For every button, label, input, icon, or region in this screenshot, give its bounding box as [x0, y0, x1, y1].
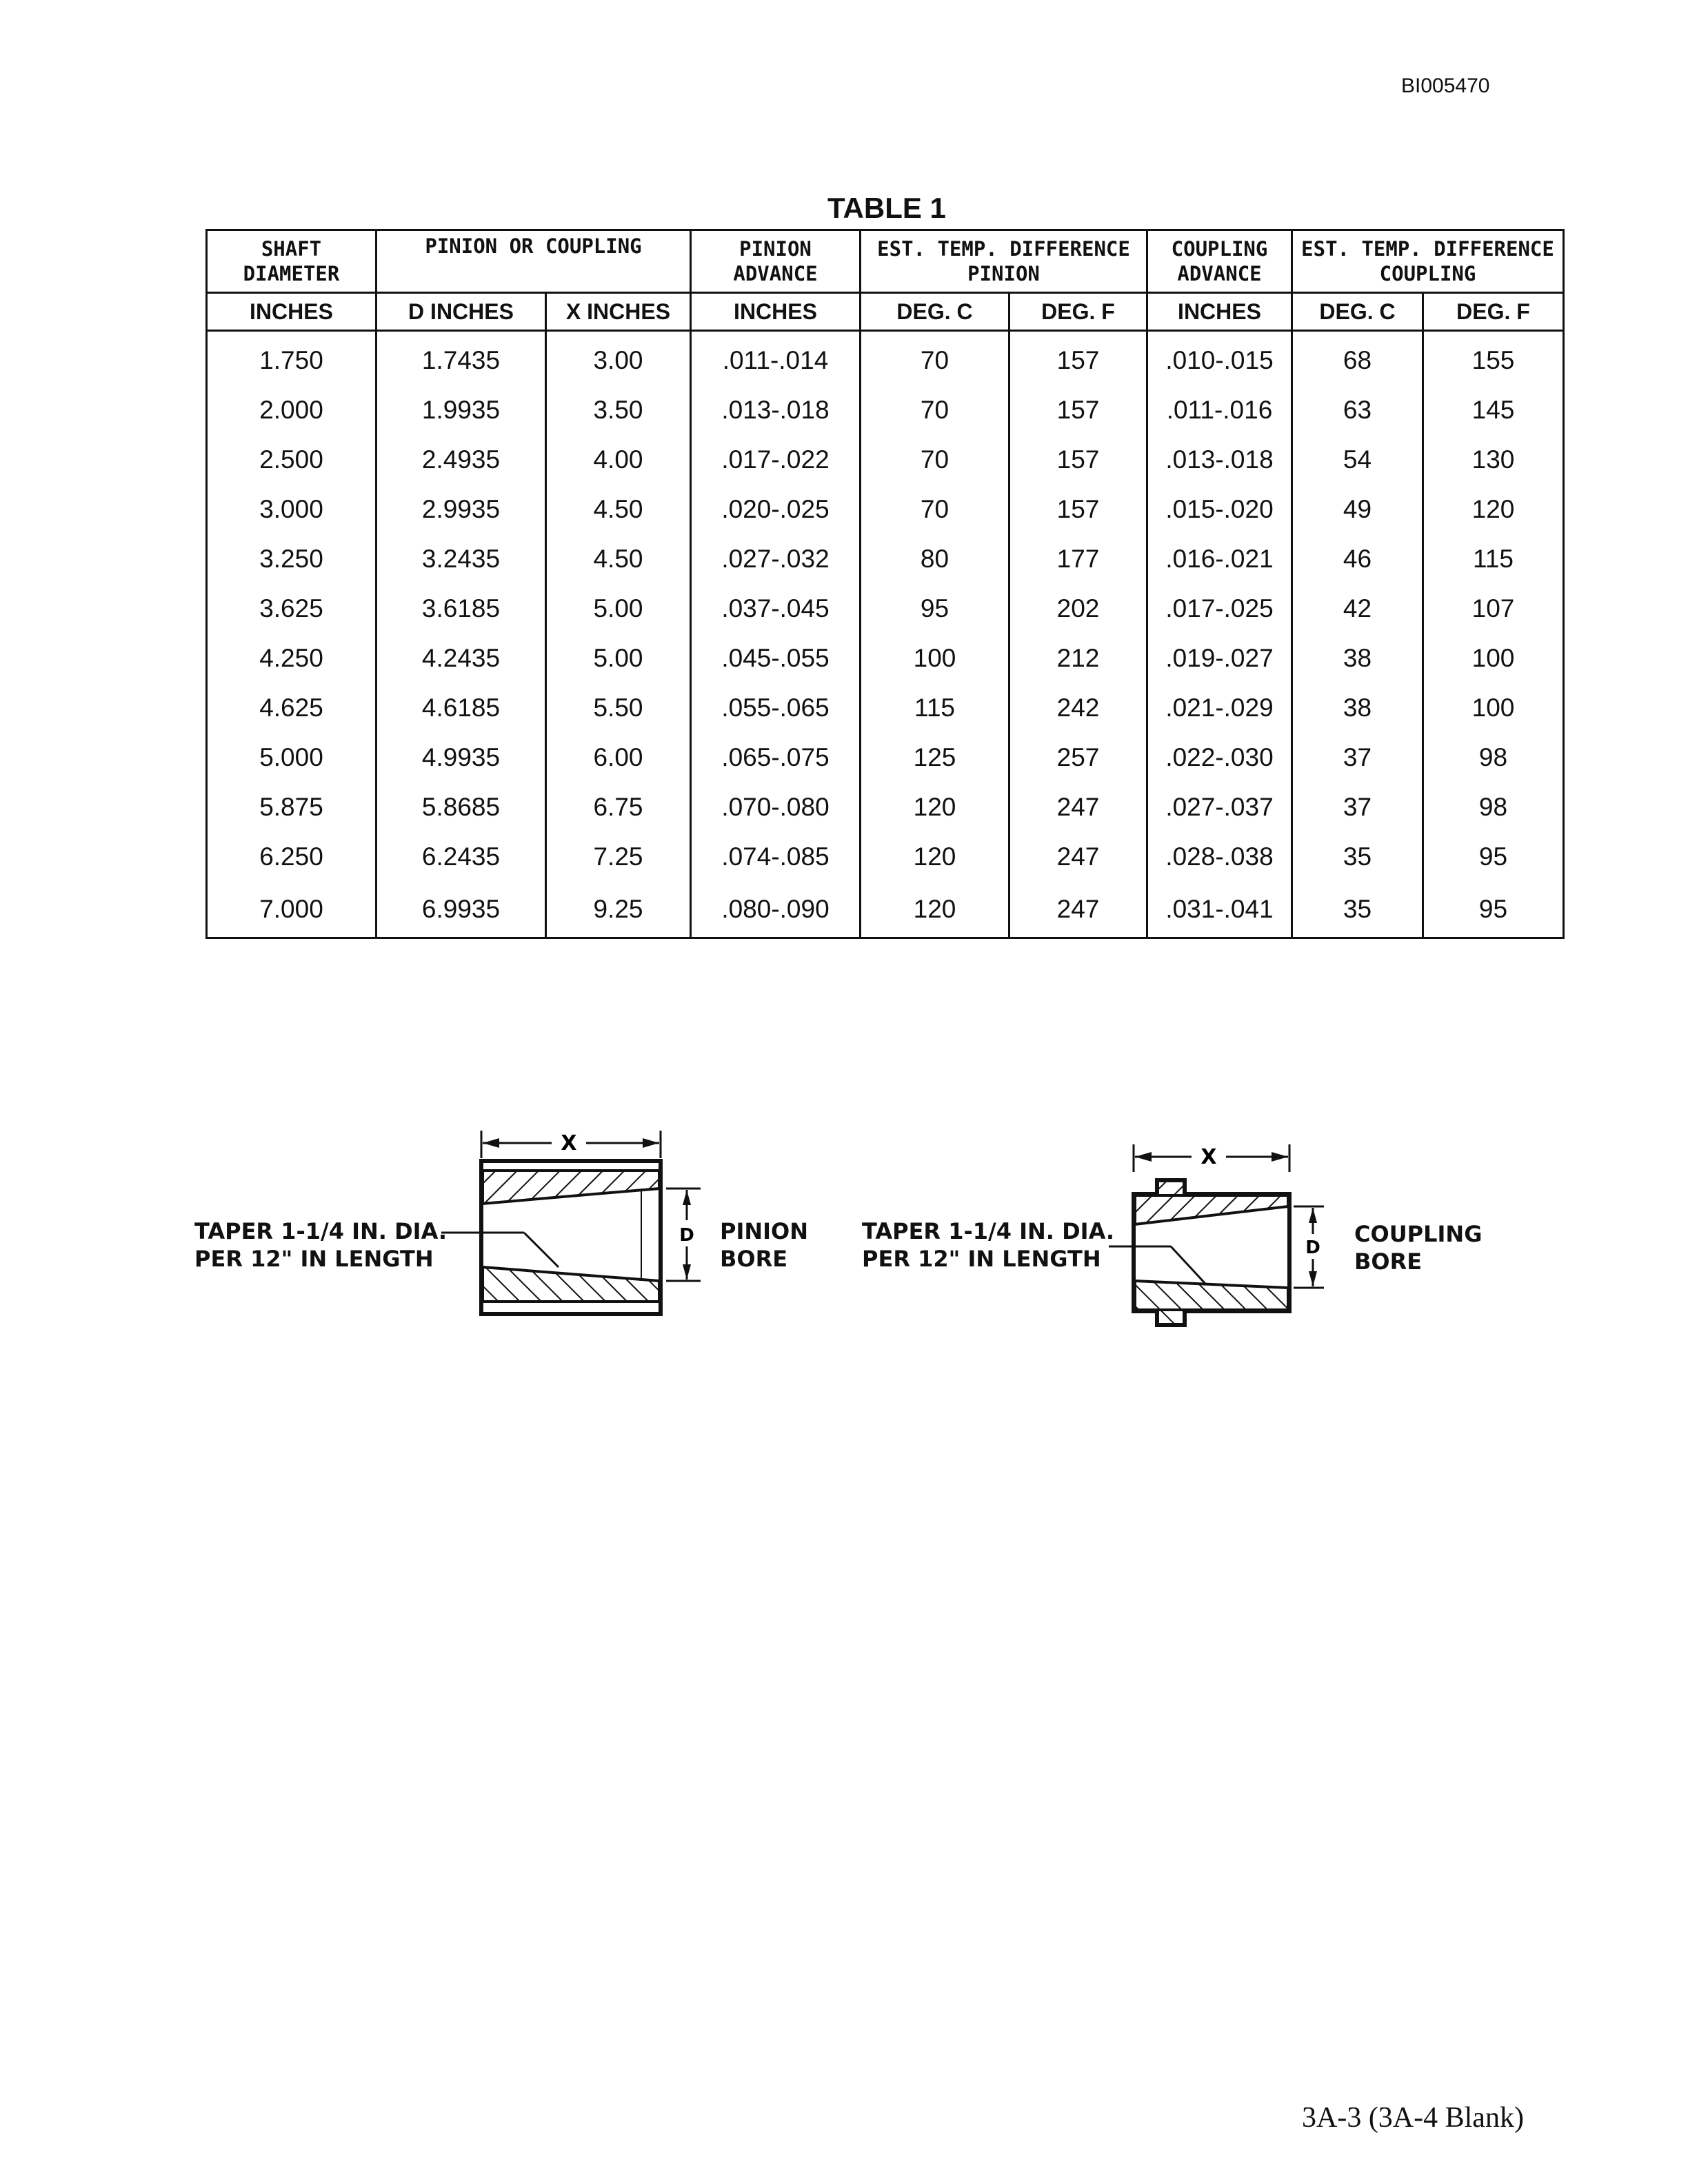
table-cell: 3.625 [207, 584, 376, 634]
table-cell: 70 [861, 485, 1009, 534]
table-cell: 9.25 [546, 882, 691, 938]
table-cell: 145 [1423, 385, 1564, 435]
table-cell: 5.8685 [376, 782, 546, 832]
table-row [207, 782, 1564, 832]
table-cell: 54 [1292, 435, 1423, 485]
table-cell: 100 [861, 634, 1009, 683]
table-cell: .028-.038 [1147, 832, 1292, 882]
unit-header: DEG. F [1423, 293, 1564, 331]
table-cell: 4.625 [207, 683, 376, 733]
table-cell: 70 [861, 435, 1009, 485]
table-cell: 38 [1292, 634, 1423, 683]
table-cell: 7.000 [207, 882, 376, 938]
header-est-temp-diff-coupling: EST. TEMP. DIFFERENCE COUPLING [1292, 230, 1564, 293]
table-cell: .055-.065 [691, 683, 861, 733]
table-cell: 49 [1292, 485, 1423, 534]
table-cell: .017-.025 [1147, 584, 1292, 634]
header-est-temp-diff-pinion: EST. TEMP. DIFFERENCE PINION [861, 230, 1147, 293]
table-cell: 157 [1009, 385, 1147, 435]
table-row [207, 331, 1564, 386]
table-cell: 4.250 [207, 634, 376, 683]
table-cell: 155 [1423, 331, 1564, 386]
table-cell: .016-.021 [1147, 534, 1292, 584]
table-row [207, 733, 1564, 782]
table-cell: 212 [1009, 634, 1147, 683]
table-cell: .019-.027 [1147, 634, 1292, 683]
pinion-bore-line-2: BORE [720, 1246, 788, 1272]
table-cell: 115 [1423, 534, 1564, 584]
header-pinion-or-coupling: PINION OR COUPLING [376, 230, 691, 293]
table-cell: 5.00 [546, 634, 691, 683]
table-cell: 4.2435 [376, 634, 546, 683]
table-cell: .017-.022 [691, 435, 861, 485]
header-coupling-advance: COUPLING ADVANCE [1147, 230, 1292, 293]
unit-header: INCHES [1147, 293, 1292, 331]
table-cell: 2.500 [207, 435, 376, 485]
table-cell: 1.750 [207, 331, 376, 386]
spec-table [205, 229, 1565, 939]
table-row [207, 634, 1564, 683]
header-pinion-advance: PINION ADVANCE [691, 230, 861, 293]
table-cell: 80 [861, 534, 1009, 584]
table-cell: 5.50 [546, 683, 691, 733]
table-cell: 1.9935 [376, 385, 546, 435]
table-cell: .010-.015 [1147, 331, 1292, 386]
table-row [207, 485, 1564, 534]
table-cell: 37 [1292, 782, 1423, 832]
table-cell: .015-.020 [1147, 485, 1292, 534]
table-cell: 202 [1009, 584, 1147, 634]
table-title: TABLE 1 [827, 192, 946, 224]
table-cell: 5.00 [546, 584, 691, 634]
table-cell: 157 [1009, 435, 1147, 485]
table-cell: 115 [861, 683, 1009, 733]
coupling-d-label: D [1305, 1237, 1320, 1258]
table-row [207, 385, 1564, 435]
table-cell: 63 [1292, 385, 1423, 435]
coupling-taper-line-2: PER 12" IN LENGTH [862, 1246, 1101, 1272]
document-id: BI005470 [1401, 74, 1490, 97]
table-cell: 98 [1423, 782, 1564, 832]
table-cell: 6.75 [546, 782, 691, 832]
table-cell: .031-.041 [1147, 882, 1292, 938]
table-cell: 130 [1423, 435, 1564, 485]
coupling-taper-line-1: TAPER 1-1/4 IN. DIA. [862, 1218, 1115, 1244]
table-cell: 38 [1292, 683, 1423, 733]
table-cell: 68 [1292, 331, 1423, 386]
table-cell: .022-.030 [1147, 733, 1292, 782]
table-cell: .045-.055 [691, 634, 861, 683]
table-cell: 37 [1292, 733, 1423, 782]
table-row [207, 882, 1564, 938]
table-cell: 3.00 [546, 331, 691, 386]
table-cell: 177 [1009, 534, 1147, 584]
table-cell: 2.9935 [376, 485, 546, 534]
table-cell: .011-.014 [691, 331, 861, 386]
coupling-bore-label [1354, 1220, 1482, 1275]
table-cell: 6.00 [546, 733, 691, 782]
unit-header: DEG. C [1292, 293, 1423, 331]
table-cell: 2.4935 [376, 435, 546, 485]
table-cell: 4.9935 [376, 733, 546, 782]
table-row [207, 832, 1564, 882]
header-shaft-diameter: SHAFT DIAMETER [207, 230, 376, 293]
table-cell: .027-.032 [691, 534, 861, 584]
table-cell: 4.50 [546, 534, 691, 584]
coupling-bore-line-1: COUPLING [1354, 1221, 1483, 1247]
table-row [207, 435, 1564, 485]
table-cell: 3.6185 [376, 584, 546, 634]
pinion-bore-line-1: PINION [720, 1218, 809, 1244]
table-cell: 120 [1423, 485, 1564, 534]
table-cell: .011-.016 [1147, 385, 1292, 435]
table-cell: 125 [861, 733, 1009, 782]
table-cell: 5.875 [207, 782, 376, 832]
unit-header: INCHES [691, 293, 861, 331]
coupling-taper-label [862, 1217, 1114, 1273]
table-cell: 6.9935 [376, 882, 546, 938]
table-cell: 7.25 [546, 832, 691, 882]
table-cell: 242 [1009, 683, 1147, 733]
table-cell: 120 [861, 832, 1009, 882]
unit-header: INCHES [207, 293, 376, 331]
table-cell: 35 [1292, 882, 1423, 938]
table-cell: 1.7435 [376, 331, 546, 386]
table-cell: 247 [1009, 882, 1147, 938]
pinion-taper-line-2: PER 12" IN LENGTH [194, 1246, 434, 1272]
table-cell: .074-.085 [691, 832, 861, 882]
table-cell: .020-.025 [691, 485, 861, 534]
table-cell: 4.00 [546, 435, 691, 485]
table-cell: 4.50 [546, 485, 691, 534]
table-cell: 95 [1423, 882, 1564, 938]
table-body [207, 331, 1564, 938]
table-cell: 120 [861, 882, 1009, 938]
pinion-x-label: X [561, 1131, 577, 1155]
table-row [207, 534, 1564, 584]
pinion-bore-label [720, 1217, 808, 1273]
table-cell: 3.2435 [376, 534, 546, 584]
unit-header: D INCHES [376, 293, 546, 331]
table-cell: .013-.018 [1147, 435, 1292, 485]
table-cell: 100 [1423, 634, 1564, 683]
table-cell: 3.000 [207, 485, 376, 534]
table-cell: .027-.037 [1147, 782, 1292, 832]
table-cell: 247 [1009, 832, 1147, 882]
table-cell: 70 [861, 331, 1009, 386]
table-cell: 3.250 [207, 534, 376, 584]
table-cell: 6.2435 [376, 832, 546, 882]
table-cell: .070-.080 [691, 782, 861, 832]
table-cell: 5.000 [207, 733, 376, 782]
table-cell: .021-.029 [1147, 683, 1292, 733]
table-cell: 100 [1423, 683, 1564, 733]
pinion-taper-line-1: TAPER 1-1/4 IN. DIA. [194, 1218, 448, 1244]
table-cell: .065-.075 [691, 733, 861, 782]
table-cell: 35 [1292, 832, 1423, 882]
table-row [207, 584, 1564, 634]
table-cell: 98 [1423, 733, 1564, 782]
table-cell: 2.000 [207, 385, 376, 435]
table-cell: 6.250 [207, 832, 376, 882]
table-cell: 257 [1009, 733, 1147, 782]
table-cell: 107 [1423, 584, 1564, 634]
pinion-bore-drawing [441, 1117, 745, 1324]
table-cell: 4.6185 [376, 683, 546, 733]
page-footer: 3A-3 (3A-4 Blank) [1302, 2102, 1524, 2134]
table-cell: .037-.045 [691, 584, 861, 634]
table-cell: 3.50 [546, 385, 691, 435]
table-cell: 46 [1292, 534, 1423, 584]
table-cell: 95 [861, 584, 1009, 634]
table-cell: 120 [861, 782, 1009, 832]
table-cell: 70 [861, 385, 1009, 435]
unit-header: X INCHES [546, 293, 691, 331]
coupling-x-label: X [1200, 1145, 1217, 1169]
coupling-bore-line-2: BORE [1354, 1248, 1423, 1275]
unit-header: DEG. C [861, 293, 1009, 331]
unit-header: DEG. F [1009, 293, 1147, 331]
table-cell: 157 [1009, 485, 1147, 534]
pinion-taper-label [194, 1217, 447, 1273]
table-cell: .080-.090 [691, 882, 861, 938]
table-cell: 247 [1009, 782, 1147, 832]
table-cell: 95 [1423, 832, 1564, 882]
table-cell: 157 [1009, 331, 1147, 386]
table-cell: .013-.018 [691, 385, 861, 435]
table-cell: 42 [1292, 584, 1423, 634]
pinion-d-label: D [679, 1225, 694, 1246]
table-row [207, 683, 1564, 733]
